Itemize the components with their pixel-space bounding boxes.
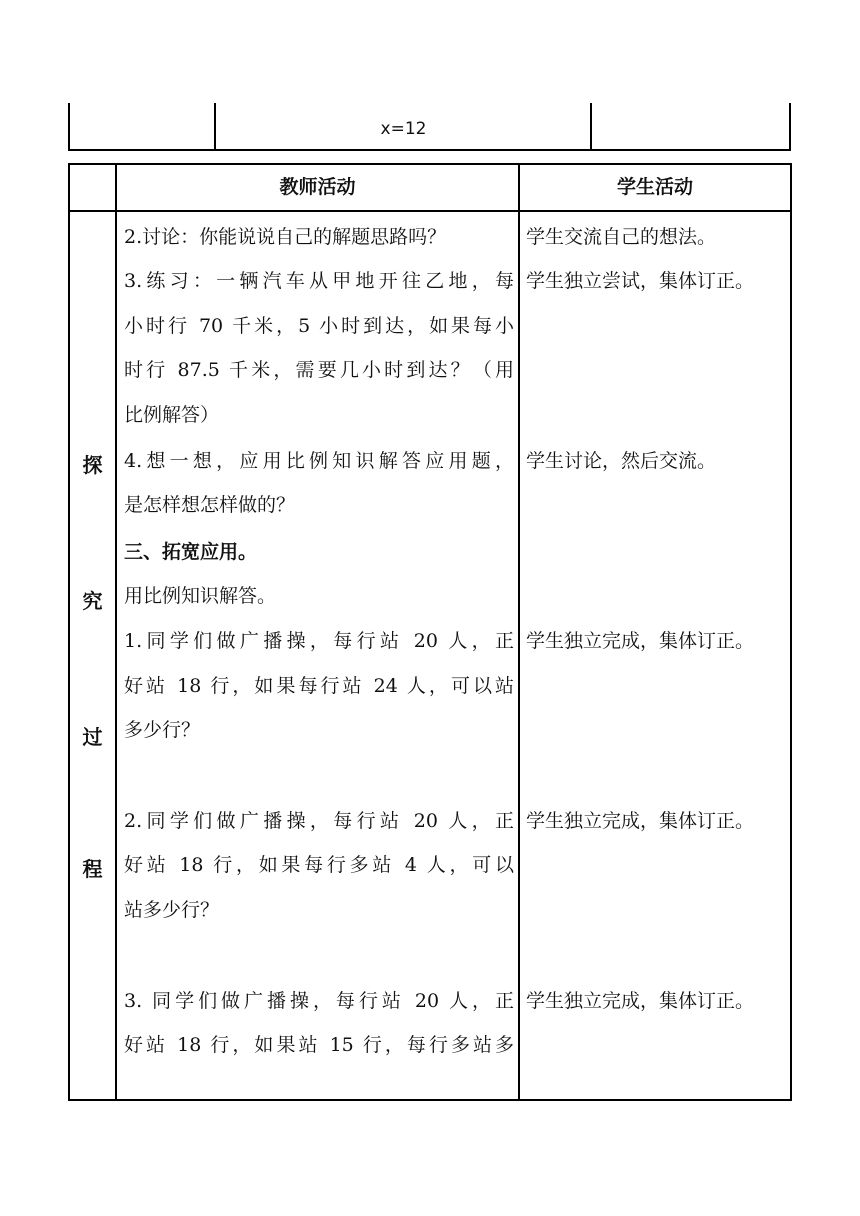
teacher-line: 1.同学们做广播操，每行站 20 人，正: [124, 630, 514, 652]
previous-table-fragment: [68, 103, 791, 151]
equation-text: x=12: [380, 119, 427, 139]
teacher-line: 好站 18 行，如果每行多站 4 人，可以: [124, 854, 514, 876]
teacher-line: 小时行 70 千米，5 小时到达，如果每小: [124, 315, 514, 337]
teacher-line: 3. 同学们做广播操，每行站 20 人，正: [124, 990, 514, 1012]
teacher-line: 3.练习：一辆汽车从甲地开往乙地，每: [124, 270, 514, 292]
side-label-char: 程: [82, 857, 103, 881]
teacher-line: 4.想一想，应用比例知识解答应用题，: [124, 450, 514, 472]
column-divider: [518, 165, 520, 1099]
side-label-char: 究: [82, 589, 103, 613]
table-border-right: [789, 103, 791, 151]
teacher-line: 2.讨论：你能说说自己的解题思路吗？: [124, 226, 447, 248]
teacher-line: 2.同学们做广播操，每行站 20 人，正: [124, 810, 514, 832]
teacher-line: 站多少行？: [124, 899, 220, 921]
table-border-bottom: [68, 149, 791, 151]
student-line: 学生交流自己的想法。: [526, 226, 717, 248]
teacher-line: 用比例知识解答。: [124, 585, 277, 607]
teacher-line: 多少行？: [124, 719, 201, 741]
teacher-line: 好站 18 行，如果站 15 行，每行多站多: [124, 1034, 514, 1056]
student-line: 学生独立尝试，集体订正。: [526, 270, 755, 292]
table-border-left: [68, 103, 70, 151]
header-divider: [70, 210, 790, 212]
section-heading: 三、拓宽应用。: [124, 541, 258, 563]
header-student-activity: 学生活动: [616, 176, 693, 198]
teacher-line: 时行 87.5 千米，需要几小时到达？（用: [124, 359, 514, 381]
teacher-line: 比例解答）: [124, 404, 220, 426]
student-line: 学生独立完成，集体订正。: [526, 810, 755, 832]
student-line: 学生讨论，然后交流。: [526, 450, 717, 472]
column-divider: [115, 165, 117, 1099]
side-label-char: 探: [82, 453, 103, 477]
teacher-line: 好站 18 行，如果每行站 24 人，可以站: [124, 675, 514, 697]
teacher-line: 是怎样想怎样做的？: [124, 494, 296, 516]
student-line: 学生独立完成，集体订正。: [526, 630, 755, 652]
student-line: 学生独立完成，集体订正。: [526, 990, 755, 1012]
header-teacher-activity: 教师活动: [279, 176, 356, 198]
side-label-char: 过: [82, 725, 103, 749]
lesson-table: [68, 163, 792, 1101]
